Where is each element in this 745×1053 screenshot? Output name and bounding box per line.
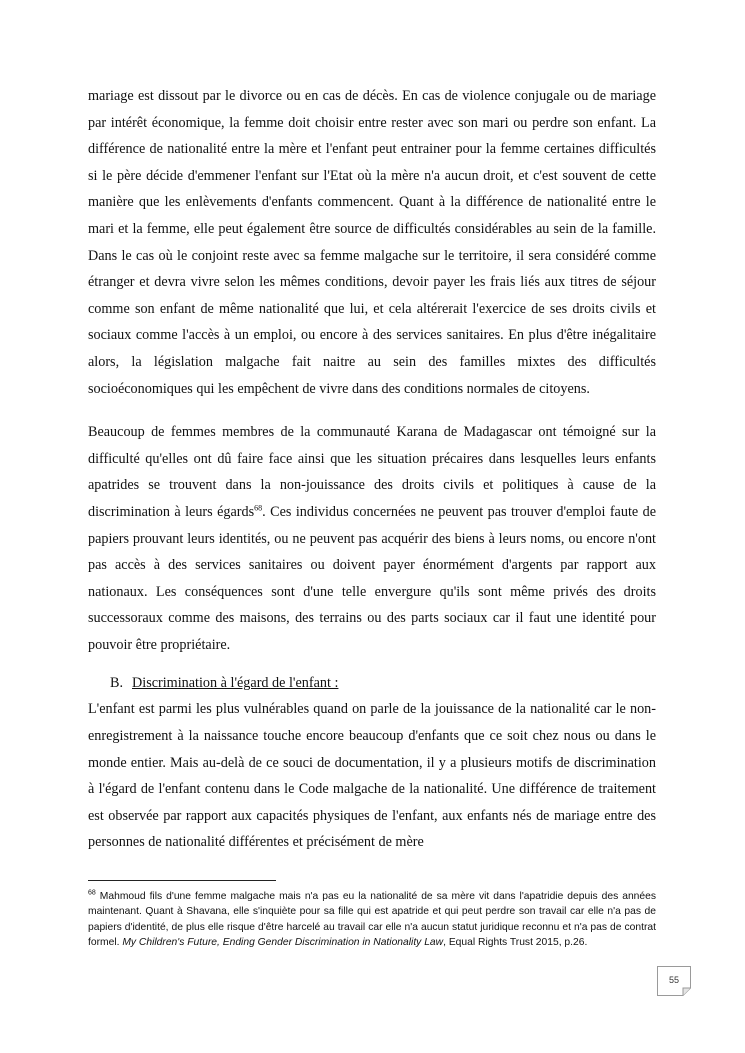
page-number: 55 [668, 975, 679, 985]
body-text [88, 83, 656, 856]
footnote-reference[interactable]: 68 [254, 503, 263, 513]
footnote-source-title: My Children's Future, Ending Gender Discrimination in Nationality Law [122, 936, 444, 948]
paragraph-3: L'enfant est parmi les plus vulnérables quand on parle de la jouissance de la nationalité car le non-enregistrement à la naissance touche encore beaucoup d'enfants que ce soit chez nous ou dans le monde entier. Mais au-delà de ce souci de documentation, il y a plusieurs motifs de discrimination à l'égard de l'enfant contenu dans le Code malgache de la nationalité. Une différence de traitement est observée par rapport aux capacités physiques de l'enfant, aux enfants nés de mariage entre des personnes de nationalité différentes et précisément de mère [88, 701, 656, 851]
paragraph-2 [88, 419, 656, 658]
section-title: Discrimination à l'égard de l'enfant : [132, 675, 339, 692]
footnote-source-rest: , Equal Rights Trust 2015, p.26. [443, 936, 588, 948]
section-heading [88, 670, 656, 696]
footnote [88, 889, 656, 950]
footnote-separator [88, 880, 276, 881]
page-number-badge [657, 966, 691, 996]
section-letter: B. [110, 675, 124, 692]
footnote-text: Mahmoud fils d'une femme malgache mais n'a pas eu la nationalité de sa mère vit dans l'apatridie depuis des années maintenant. Quant à Shavana, elle s'inquiète pour sa fille qui est apatride et qui peut perdre son travail car elle n'a pas de papiers d'identité, de plus elle risque d'être harcelé au travail car elle n'a aucun statut juridique reconnu et n'a pas de contrat formel. [88, 891, 656, 948]
footnote-number: 68 [88, 889, 96, 897]
paragraph-1: mariage est dissout par le divorce ou en cas de décès. En cas de violence conjugale ou de mariage par intérêt économique, la femme doit choisir entre rester avec son mari ou perdre son enfant. La différence de nationalité entre la mère et l'enfant peut entrainer pour la femme certaines difficultés si le père décide d'emmener l'enfant sur l'Etat où la mère n'a aucun droit, et c'est souvent de cette manière que les enlèvements d'enfants commencent. Quant à la différence de nationalité entre le mari et la femme, elle peut également être source de difficultés considérables au sein de la famille. Dans le cas où le conjoint reste avec sa femme malgache sur le territoire, il sera considéré comme étranger et devra vivre selon les mêmes conditions, devoir payer les frais liés aux titres de séjour comme son enfant de même nationalité que lui, et cela altérerait l'exercice de ses droits civils et sociaux comme l'accès à un emploi, ou encore à des services sanitaires. En plus d'être inégalitaire alors, la législation malgache fait naitre au sein des familles mixtes des difficultés socioéconomiques qui les empêchent de vivre dans des conditions normales de citoyens. [88, 88, 656, 397]
paragraph-2-text-b: . Ces individus concernées ne peuvent pas trouver d'emploi faute de papiers prouvant leurs identités, ou ne peuvent pas acquérir des biens à leurs noms, ou encore n'ont pas accès à des services sanitaires ou doivent payer énormément d'argents par rapport aux nationaux. Les conséquences sont d'une telle envergure qu'ils sont même privés des droits successoraux comme des maisons, des terrains ou des parts sociaux car il faut une identité pour pouvoir être propriétaire. [88, 503, 656, 653]
paragraph-2-text-a: Beaucoup de femmes membres de la communauté Karana de Madagascar ont témoigné sur la difficulté qu'elles ont dû faire face ainsi que les situation précaires dans lesquelles leurs enfants apatrides se trouvent dans la non-jouissance des droits civils et politiques à cause de la discrimination à leurs égards [88, 424, 656, 520]
